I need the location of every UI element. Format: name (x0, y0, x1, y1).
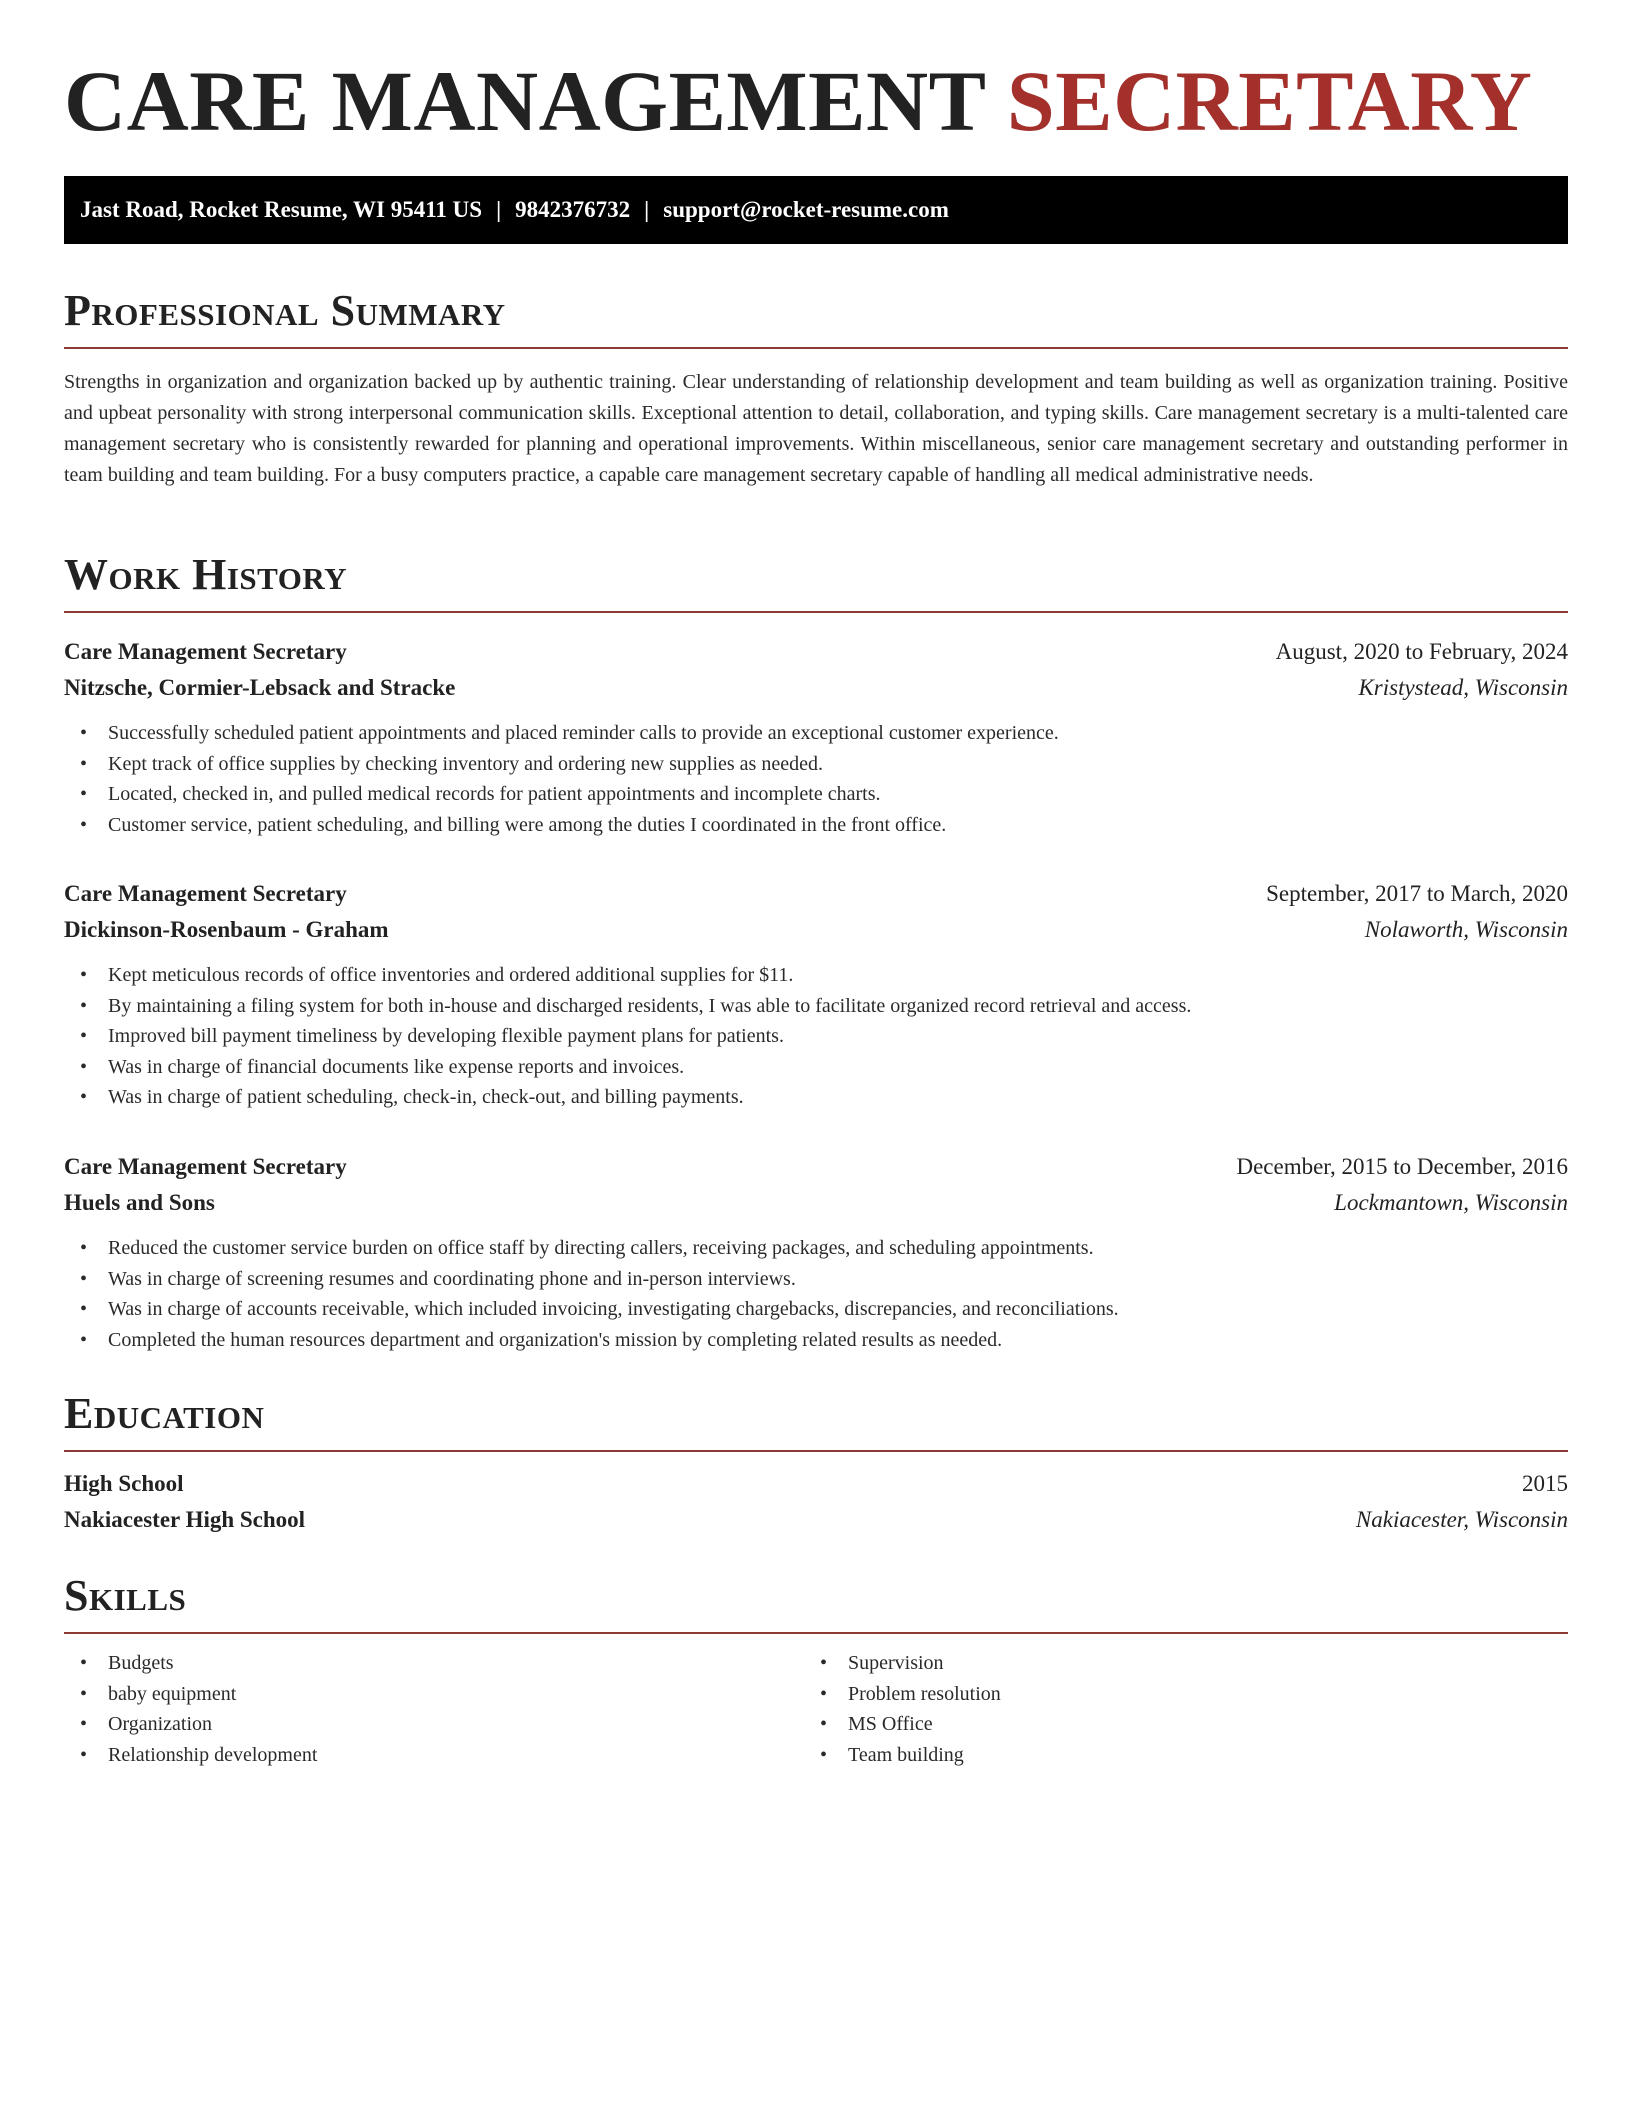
skill-item: • Problem resolution (820, 1682, 1001, 1705)
job-duties (64, 718, 1568, 840)
skills-list-right (804, 1648, 1544, 1770)
education-section (64, 1386, 1568, 1538)
section-divider (64, 611, 1568, 613)
contact-email: support@rocket-resume.com (663, 197, 949, 222)
skill-item: • MS Office (820, 1713, 933, 1735)
contact-address: Jast Road, Rocket Resume, WI 95411 US (80, 197, 483, 222)
skills-list-left (64, 1648, 804, 1770)
skills-section (64, 1568, 1568, 1770)
job-duty-item: • Customer service, patient scheduling, and billing were among the duties I coordinated in the front office. (80, 813, 947, 836)
education-degree: High School (64, 1471, 184, 1496)
section-divider (64, 347, 1568, 349)
job-title: Care Management Secretary (64, 1154, 347, 1179)
contact-bar (64, 176, 1568, 244)
job-duties (64, 960, 1568, 1113)
job-entry (64, 1149, 1568, 1355)
skill-item: • Team building (820, 1743, 964, 1766)
education-heading: Education (64, 1389, 265, 1438)
skill-item: • Supervision (820, 1652, 944, 1674)
education-location: Nakiacester, Wisconsin (1355, 1507, 1568, 1532)
title-accent: SECRETARY (1006, 53, 1533, 149)
job-company: Dickinson-Rosenbaum - Graham (64, 917, 389, 942)
job-duties (64, 1233, 1568, 1355)
skill-item: • Budgets (80, 1652, 174, 1674)
skill-item: • baby equipment (80, 1682, 237, 1705)
job-duty-item: • Improved bill payment timeliness by developing flexible payment plans for patients. (80, 1025, 784, 1047)
job-duty-item: • Was in charge of patient scheduling, check-in, check-out, and billing payments. (80, 1086, 744, 1108)
job-title: Care Management Secretary (64, 639, 347, 664)
job-company: Nitzsche, Cormier-Lebsack and Stracke (64, 675, 456, 700)
resume-title (64, 0, 1568, 150)
section-divider (64, 1450, 1568, 1452)
job-entry (64, 634, 1568, 840)
job-duty-item: • Was in charge of screening resumes and coordinating phone and in-person interviews. (80, 1267, 796, 1290)
summary-heading: Professional Summary (64, 286, 506, 335)
job-duty-item: • Was in charge of financial documents like expense reports and invoices. (80, 1055, 685, 1078)
job-duty-item: • Was in charge of accounts receivable, which included invoicing, investigating chargebacks, discrepancies, and reconciliations. (80, 1298, 1119, 1320)
contact-separator: | (496, 197, 502, 222)
work-history-heading: Work History (64, 550, 348, 599)
job-title: Care Management Secretary (64, 881, 347, 906)
job-duty-item: • By maintaining a filing system for both in-house and discharged residents, I was able to facilitate organized record retrieval and access. (80, 994, 1192, 1017)
job-location: Lockmantown, Wisconsin (1334, 1190, 1568, 1215)
contact-phone: 9842376732 (515, 197, 631, 222)
summary-text: Strengths in organization and organization backed up by authentic training. Clear understanding of relationship development and team building as well as organization training. Positive and upbeat personality with strong interpersonal communication skills. Exceptional attention to detail, collaboration, and typing skills. Care management secretary is a multi-talented care management secretary who is consistently rewarded for planning and operational improvements. Within miscellaneous, senior care management secretary and outstanding performer in team building and team building. For a busy computers practice, a capable care management secretary capable of handling all medical administrative needs. (64, 371, 1568, 486)
work-history-section (64, 547, 1568, 613)
job-location: Nolaworth, Wisconsin (1364, 917, 1568, 942)
skill-item: • Organization (80, 1713, 213, 1735)
summary-section (64, 283, 1568, 491)
job-entry (64, 876, 1568, 1113)
job-dates: December, 2015 to December, 2016 (1236, 1154, 1568, 1179)
job-duty-item: • Completed the human resources department and organization's mission by completing related results as needed. (80, 1328, 1003, 1351)
job-duty-item: • Successfully scheduled patient appointments and placed reminder calls to provide an exceptional customer experience. (80, 722, 1059, 744)
title-main: CARE MANAGEMENT (64, 53, 985, 149)
job-duty-item: • Kept meticulous records of office inventories and ordered additional supplies for $11. (80, 964, 794, 986)
education-year: 2015 (1522, 1471, 1568, 1496)
education-school: Nakiacester High School (64, 1507, 306, 1532)
job-duty-item: • Kept track of office supplies by checking inventory and ordering new supplies as needed. (80, 752, 823, 775)
contact-separator: | (644, 197, 650, 222)
job-location: Kristystead, Wisconsin (1358, 675, 1568, 700)
skill-item: • Relationship development (80, 1743, 318, 1766)
section-divider (64, 1632, 1568, 1634)
job-duty-item: • Located, checked in, and pulled medical records for patient appointments and incomplete charts. (80, 783, 881, 805)
job-company: Huels and Sons (64, 1190, 215, 1215)
job-dates: August, 2020 to February, 2024 (1275, 639, 1568, 664)
resume-page (64, 0, 1568, 1766)
skills-heading: Skills (64, 1571, 187, 1620)
job-dates: September, 2017 to March, 2020 (1266, 881, 1568, 906)
job-duty-item: • Reduced the customer service burden on office staff by directing callers, receiving packages, and scheduling appointments. (80, 1237, 1094, 1259)
